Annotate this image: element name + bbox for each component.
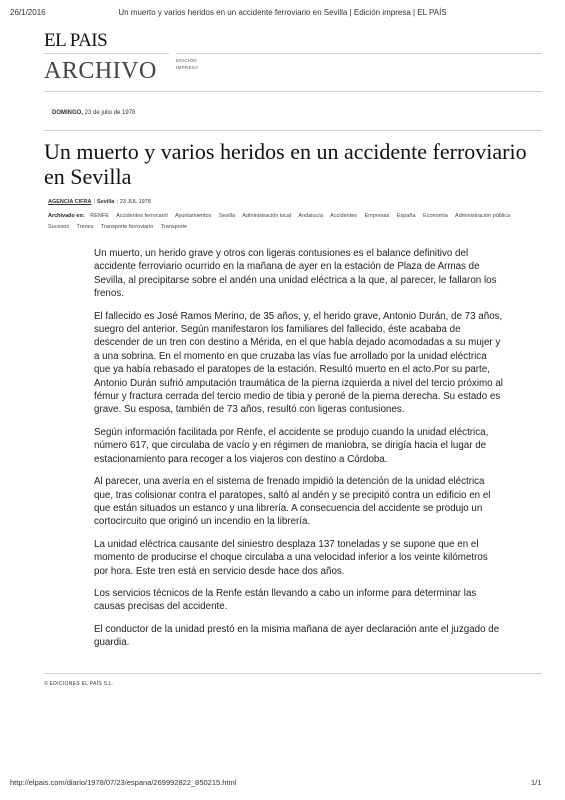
agency-link[interactable]: AGENCIA CIFRA <box>48 199 92 205</box>
article-headline: Un muerto y varios heridos en un accidente ferroviario en Sevilla <box>44 139 527 189</box>
divider <box>44 91 542 92</box>
print-date: 26/1/2016 <box>10 8 46 17</box>
publication-date <box>52 110 135 116</box>
tag-link[interactable]: RENFE <box>90 213 109 219</box>
article-paragraph: Los servicios técnicos de la Renfe están llevando a cabo un informe para determinar las causas precisas del accidente. <box>94 587 477 613</box>
tag-link[interactable]: Transporte ferroviario <box>100 224 154 230</box>
edicion-line: EDICIÓN <box>176 58 197 63</box>
copyright-notice: © EDICIONES EL PAÍS S.L. <box>44 681 114 687</box>
el-pais-logo[interactable]: EL PAIS <box>44 30 108 51</box>
publication-date-text: 23 de julio de 1978 <box>83 110 136 116</box>
tag-link[interactable]: Administración pública <box>455 213 511 219</box>
tag-link[interactable]: Administración local <box>242 213 292 219</box>
archived-tags <box>48 211 548 233</box>
tag-link[interactable]: Accidentes <box>330 213 358 219</box>
tag-link[interactable]: España <box>396 213 416 219</box>
archived-label: Archivado en: <box>48 213 85 219</box>
article-paragraph: Según información facilitada por Renfe, el accidente se produjo cuando la unidad eléctrica, número 617, que circulaba de vacío y en régimen de maniobra, se dirigía hacia el lugar de estacionamiento para recoger a los viajeros con destino a Córdoba. <box>94 426 489 465</box>
article-date: 23 JUL 1978 <box>119 199 151 205</box>
tag-link[interactable]: Empresas <box>364 213 390 219</box>
divider <box>44 673 542 674</box>
archivo-section-title[interactable]: ARCHIVO <box>44 58 157 84</box>
publication-weekday: DOMINGO, <box>52 110 83 116</box>
tag-link[interactable]: Sucesos <box>48 224 70 230</box>
byline-separator: | <box>116 199 118 205</box>
tag-link[interactable]: Transporte <box>160 224 188 230</box>
tag-link[interactable]: Economía <box>423 213 448 219</box>
divider <box>44 130 542 131</box>
print-page-title: Un muerto y varios heridos en un accidente ferroviario en Sevilla | Edición impresa | EL PAÍS <box>118 8 447 17</box>
article-paragraph: Al parecer, una avería en el sistema de frenado impidió la detención de la unidad eléctrica que, tras colisionar contra el paratopes, saltó al andén y se precipitó contra un edificio en el que están situados un estanco y una librería. A consecuencia del accidente se produjo un cortocircuito que originó un incendio en la librería. <box>94 476 491 528</box>
article-byline <box>48 199 151 205</box>
byline-separator: | <box>93 199 95 205</box>
tag-link[interactable]: Sevilla <box>218 213 236 219</box>
tag-link[interactable]: Trenes <box>76 224 94 230</box>
print-url: http://elpais.com/diario/1978/07/23/espana/269992822_850215.html <box>10 778 237 787</box>
print-page-number: 1/1 <box>531 778 542 787</box>
divider <box>44 53 169 54</box>
tag-link[interactable]: Ayuntamientos <box>175 213 212 219</box>
article-paragraph: Un muerto, un herido grave y otros con ligeras contusiones es el balance definitivo del accidente ferroviario ocurrido en la mañana de ayer en la estación de Plaza de Armas de Sevilla, al precipitarse sobre el andén una unidad eléctrica a la que, al parecer, le fallaron los frenos. <box>94 248 497 300</box>
article-paragraph: El conductor de la unidad prestó en la misma mañana de ayer declaración ante el juzgado de guardia. <box>94 623 500 649</box>
city-label: Sevilla <box>96 199 115 205</box>
tag-link[interactable]: Accidentes ferrocarril <box>116 213 168 219</box>
tag-link[interactable]: Andalucía <box>298 213 323 219</box>
article-paragraph: El fallecido es José Ramos Merino, de 35 años, y, el herido grave, Antonio Durán, de 73 años, suegro del anterior. Según manifestaron los familiares del fallecido, éste acababa de descender de un tren con destino a Mérida, en el que había dejado acomodadas a su mujer y a una sobrina. En el momento en que cruzaba las vías fue arrollado por la unidad eléctrica que ya había rebasado el paratopes de la estación. Resultó muerto en el acto.Por su parte, Antonio Durán sufrió amputación traumática de la pierna izquierda a nivel del tercio próximo al fémur y fractura cerrada del tercio medio de tibia y peroné de la pierna derecha. Su estado es grave. Su esposa, también de 73 años, resultó con ligeras contusiones. <box>94 310 503 416</box>
article-body <box>94 247 504 659</box>
edicion-impresa-label[interactable] <box>176 57 198 71</box>
article-paragraph: La unidad eléctrica causante del siniestro desplaza 137 toneladas y se supone que en el momento de producirse el choque circulaba a una velocidad inferior a los veinte kilómetros por hora. Este tren está en servicio desde hace dos años. <box>94 538 488 577</box>
impresa-line: IMPRESA <box>176 65 199 70</box>
divider <box>176 53 542 54</box>
